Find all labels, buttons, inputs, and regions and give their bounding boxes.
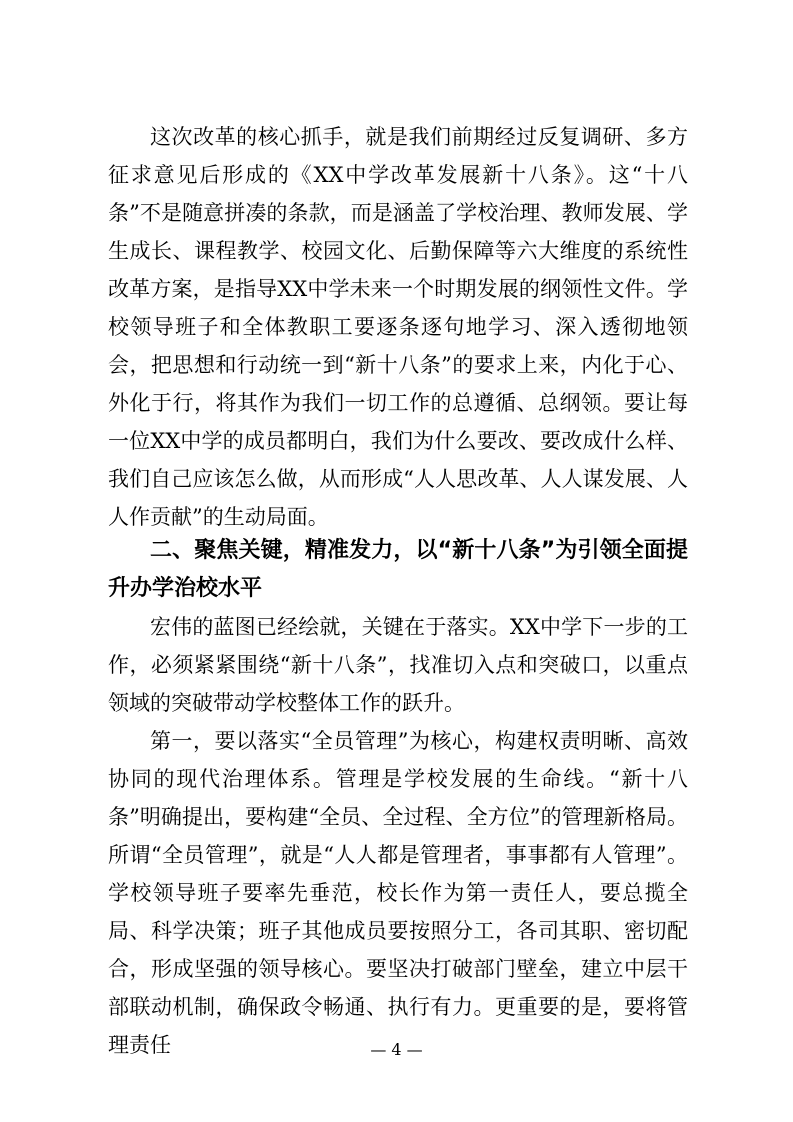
- paragraph-management: 第一，要以落实“全员管理”为核心，构建权责明晰、高效协同的现代治理体系。管理是学校发展的生命线。“新十八条”明确提出，要构建“全员、全过程、全方位”的管理新格局。所谓“全员管理”，就是“人人都是管理者，事事都有人管理”。学校领导班子要率先垂范，校长作为第一责任人，要总揽全局、科学决策；班子其他成员要按照分工，各司其职、密切配合，形成坚强的领导核心。要坚决打破部门壁垒，建立中层干部联动机制，确保政令畅通、执行有力。更重要的是，要将管理责任: [108, 729, 688, 1057]
- section-heading: 二、聚焦关键，精准发力，以“新十八条”为引领全面提升办学治校水平: [108, 538, 688, 601]
- page-number: — 4 —: [370, 1040, 423, 1059]
- paragraph-reform-core: 这次改革的核心抓手，就是我们前期经过反复调研、多方征求意见后形成的《XX中学改革发展新十八条》。这“十八条”不是随意拼凑的条款，而是涵盖了学校治理、教师发展、学生成长、课程教学、校园文化、后勤保障等六大维度的系统性改革方案，是指导XX中学未来一个时期发展的纲领性文件。学校领导班子和全体教职工要逐条逐句地学习、深入透彻地领会，把思想和行动统一到“新十八条”的要求上来，内化于心、外化于行，将其作为我们一切工作的总遵循、总纲领。要让每一位XX中学的成员都明白，我们为什么要改、要改成什么样、我们自己应该怎么做，从而形成“人人思改革、人人谋发展、人人作贡献”的生动局面。: [108, 125, 688, 529]
- paragraph-implementation: 宏伟的蓝图已经绘就，关键在于落实。XX中学下一步的工作，必须紧紧围绕“新十八条”，找准切入点和突破口，以重点领域的突破带动学校整体工作的跃升。: [108, 615, 688, 715]
